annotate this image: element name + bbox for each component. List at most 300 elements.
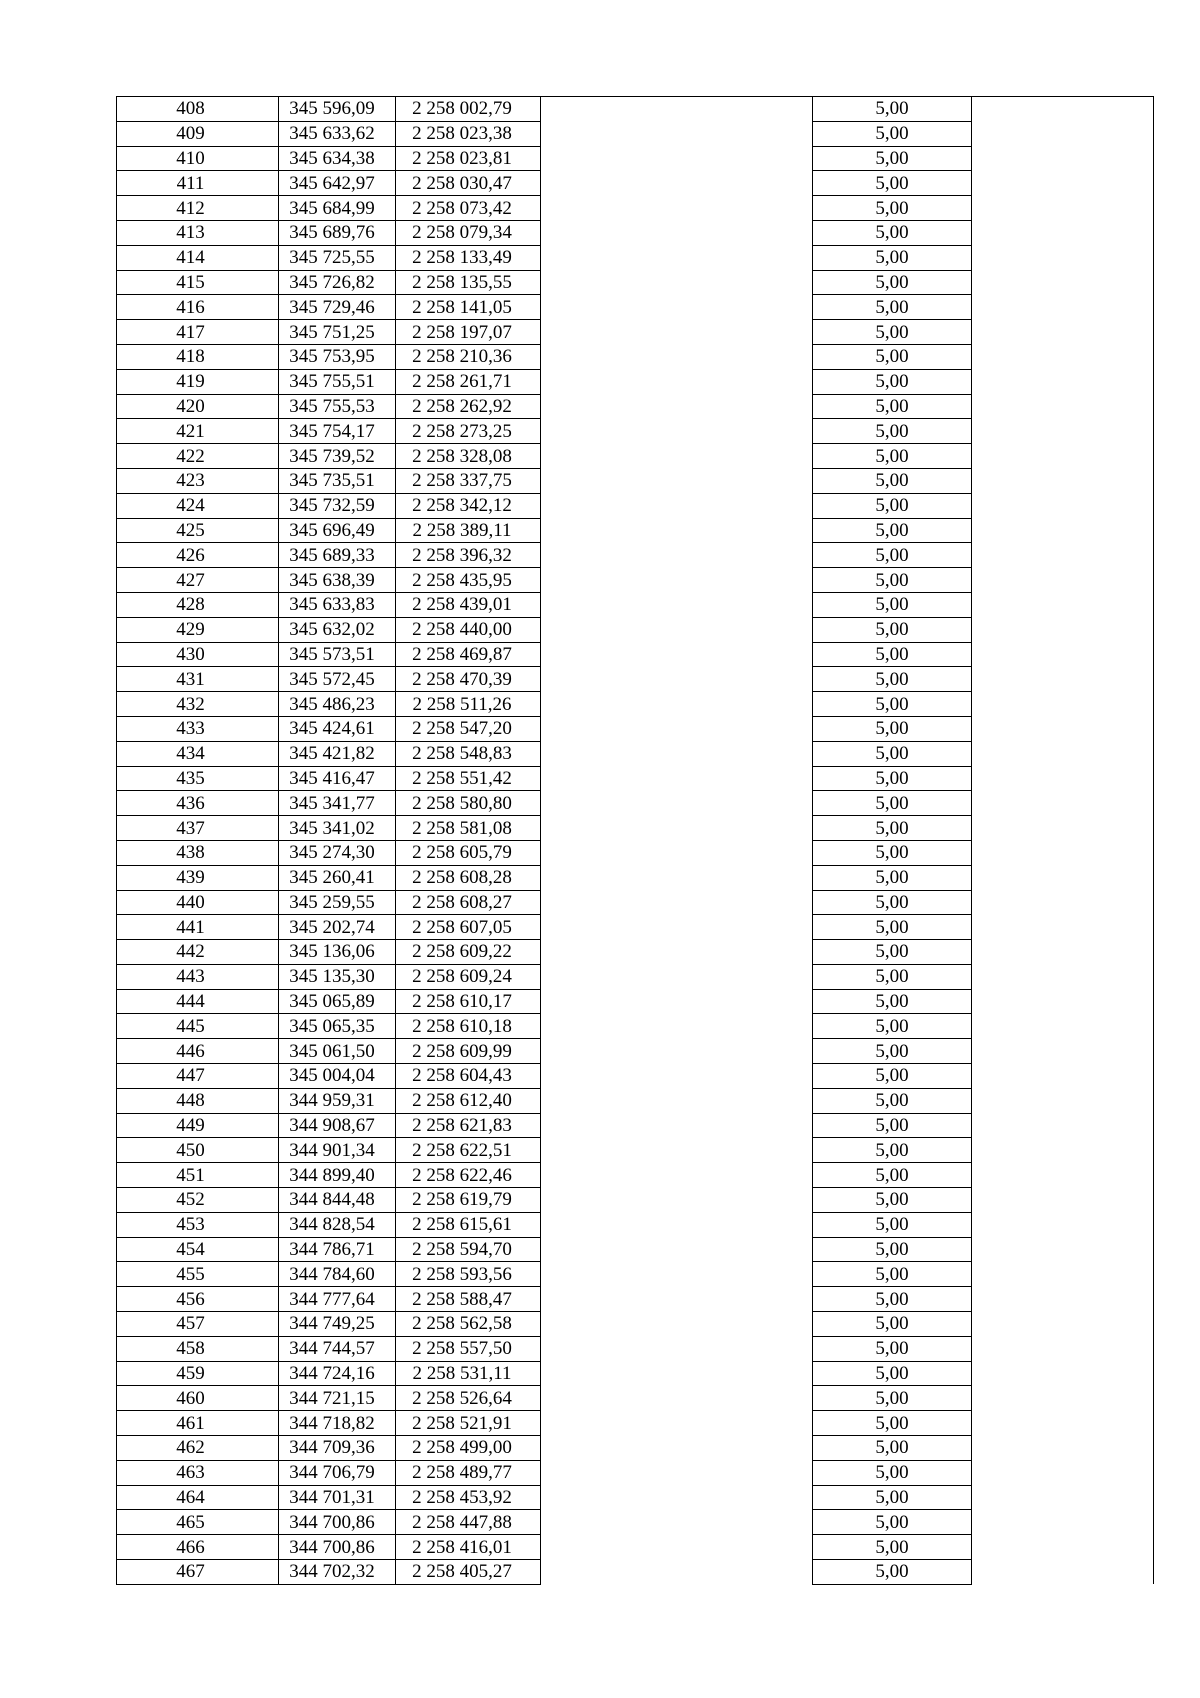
table-row (117, 196, 1154, 221)
empty-cell (972, 692, 1154, 717)
x-coordinate-cell: 345 596,09 (279, 97, 396, 122)
value-cell: 5,00 (813, 295, 972, 320)
y-coordinate-cell: 2 258 141,05 (396, 295, 541, 320)
point-number-cell: 408 (117, 97, 279, 122)
point-number-cell: 441 (117, 915, 279, 940)
point-number-cell: 433 (117, 716, 279, 741)
value-cell: 5,00 (813, 1436, 972, 1461)
empty-cell (972, 1039, 1154, 1064)
x-coordinate-cell: 345 725,55 (279, 245, 396, 270)
point-number-cell: 442 (117, 940, 279, 965)
empty-cell (541, 1312, 813, 1337)
point-number-cell: 425 (117, 518, 279, 543)
y-coordinate-cell: 2 258 531,11 (396, 1361, 541, 1386)
x-coordinate-cell: 345 642,97 (279, 171, 396, 196)
empty-cell (541, 592, 813, 617)
y-coordinate-cell: 2 258 337,75 (396, 468, 541, 493)
value-cell: 5,00 (813, 518, 972, 543)
y-coordinate-cell: 2 258 396,32 (396, 543, 541, 568)
empty-cell (972, 1560, 1154, 1585)
table-row (117, 964, 1154, 989)
table-row (117, 1411, 1154, 1436)
empty-cell (972, 171, 1154, 196)
x-coordinate-cell: 345 004,04 (279, 1064, 396, 1089)
y-coordinate-cell: 2 258 605,79 (396, 840, 541, 865)
value-cell: 5,00 (813, 1138, 972, 1163)
x-coordinate-cell: 344 700,86 (279, 1510, 396, 1535)
table-row (117, 1212, 1154, 1237)
empty-cell (972, 468, 1154, 493)
empty-cell (972, 964, 1154, 989)
x-coordinate-cell: 345 732,59 (279, 493, 396, 518)
value-cell: 5,00 (813, 97, 972, 122)
empty-cell (972, 1138, 1154, 1163)
point-number-cell: 414 (117, 245, 279, 270)
point-number-cell: 445 (117, 1014, 279, 1039)
point-number-cell: 461 (117, 1411, 279, 1436)
empty-cell (541, 1560, 813, 1585)
table-row (117, 220, 1154, 245)
table-row (117, 716, 1154, 741)
value-cell: 5,00 (813, 146, 972, 171)
table-row (117, 121, 1154, 146)
y-coordinate-cell: 2 258 562,58 (396, 1312, 541, 1337)
value-cell: 5,00 (813, 840, 972, 865)
x-coordinate-cell: 344 844,48 (279, 1188, 396, 1213)
y-coordinate-cell: 2 258 612,40 (396, 1088, 541, 1113)
point-number-cell: 438 (117, 840, 279, 865)
table-row (117, 146, 1154, 171)
x-coordinate-cell: 344 709,36 (279, 1436, 396, 1461)
y-coordinate-cell: 2 258 273,25 (396, 419, 541, 444)
x-coordinate-cell: 345 065,89 (279, 989, 396, 1014)
point-number-cell: 440 (117, 890, 279, 915)
empty-cell (972, 220, 1154, 245)
point-number-cell: 456 (117, 1287, 279, 1312)
table-row (117, 1510, 1154, 1535)
value-cell: 5,00 (813, 1510, 972, 1535)
x-coordinate-cell: 345 633,83 (279, 592, 396, 617)
point-number-cell: 421 (117, 419, 279, 444)
empty-cell (972, 97, 1154, 122)
x-coordinate-cell: 345 754,17 (279, 419, 396, 444)
value-cell: 5,00 (813, 320, 972, 345)
y-coordinate-cell: 2 258 608,27 (396, 890, 541, 915)
x-coordinate-cell: 344 899,40 (279, 1163, 396, 1188)
empty-cell (541, 692, 813, 717)
value-cell: 5,00 (813, 816, 972, 841)
empty-cell (541, 444, 813, 469)
y-coordinate-cell: 2 258 469,87 (396, 642, 541, 667)
table-row (117, 1312, 1154, 1337)
point-number-cell: 428 (117, 592, 279, 617)
point-number-cell: 422 (117, 444, 279, 469)
value-cell: 5,00 (813, 1064, 972, 1089)
y-coordinate-cell: 2 258 594,70 (396, 1237, 541, 1262)
table-row (117, 989, 1154, 1014)
empty-cell (972, 196, 1154, 221)
y-coordinate-cell: 2 258 548,83 (396, 741, 541, 766)
value-cell: 5,00 (813, 667, 972, 692)
empty-cell (541, 1138, 813, 1163)
y-coordinate-cell: 2 258 588,47 (396, 1287, 541, 1312)
empty-cell (541, 1237, 813, 1262)
point-number-cell: 418 (117, 344, 279, 369)
x-coordinate-cell: 345 755,53 (279, 394, 396, 419)
table-row (117, 816, 1154, 841)
point-number-cell: 426 (117, 543, 279, 568)
table-row (117, 592, 1154, 617)
empty-cell (972, 344, 1154, 369)
y-coordinate-cell: 2 258 133,49 (396, 245, 541, 270)
table-row (117, 1262, 1154, 1287)
y-coordinate-cell: 2 258 262,92 (396, 394, 541, 419)
x-coordinate-cell: 345 755,51 (279, 369, 396, 394)
empty-cell (972, 1287, 1154, 1312)
x-coordinate-cell: 345 572,45 (279, 667, 396, 692)
empty-cell (541, 1510, 813, 1535)
empty-cell (972, 816, 1154, 841)
empty-cell (972, 1163, 1154, 1188)
empty-cell (541, 220, 813, 245)
empty-cell (972, 146, 1154, 171)
point-number-cell: 416 (117, 295, 279, 320)
table-row (117, 320, 1154, 345)
value-cell: 5,00 (813, 1039, 972, 1064)
table-row (117, 1188, 1154, 1213)
empty-cell (972, 840, 1154, 865)
x-coordinate-cell: 345 633,62 (279, 121, 396, 146)
empty-cell (541, 1163, 813, 1188)
table-row (117, 493, 1154, 518)
point-number-cell: 420 (117, 394, 279, 419)
empty-cell (972, 568, 1154, 593)
y-coordinate-cell: 2 258 521,91 (396, 1411, 541, 1436)
table-row (117, 245, 1154, 270)
y-coordinate-cell: 2 258 608,28 (396, 865, 541, 890)
x-coordinate-cell: 345 753,95 (279, 344, 396, 369)
y-coordinate-cell: 2 258 607,05 (396, 915, 541, 940)
empty-cell (541, 1064, 813, 1089)
y-coordinate-cell: 2 258 073,42 (396, 196, 541, 221)
empty-cell (972, 320, 1154, 345)
value-cell: 5,00 (813, 1188, 972, 1213)
point-number-cell: 446 (117, 1039, 279, 1064)
empty-cell (541, 245, 813, 270)
value-cell: 5,00 (813, 369, 972, 394)
empty-cell (972, 989, 1154, 1014)
value-cell: 5,00 (813, 1485, 972, 1510)
empty-cell (541, 344, 813, 369)
y-coordinate-cell: 2 258 023,38 (396, 121, 541, 146)
empty-cell (972, 1510, 1154, 1535)
y-coordinate-cell: 2 258 580,80 (396, 791, 541, 816)
point-number-cell: 444 (117, 989, 279, 1014)
table-row (117, 97, 1154, 122)
empty-cell (972, 642, 1154, 667)
empty-cell (541, 1188, 813, 1213)
x-coordinate-cell: 345 729,46 (279, 295, 396, 320)
value-cell: 5,00 (813, 1237, 972, 1262)
y-coordinate-cell: 2 258 609,99 (396, 1039, 541, 1064)
empty-cell (972, 1535, 1154, 1560)
value-cell: 5,00 (813, 865, 972, 890)
empty-cell (541, 1411, 813, 1436)
empty-cell (541, 121, 813, 146)
y-coordinate-cell: 2 258 622,46 (396, 1163, 541, 1188)
value-cell: 5,00 (813, 444, 972, 469)
empty-cell (541, 1460, 813, 1485)
value-cell: 5,00 (813, 245, 972, 270)
y-coordinate-cell: 2 258 079,34 (396, 220, 541, 245)
table-row (117, 543, 1154, 568)
point-number-cell: 436 (117, 791, 279, 816)
point-number-cell: 431 (117, 667, 279, 692)
x-coordinate-cell: 345 202,74 (279, 915, 396, 940)
point-number-cell: 464 (117, 1485, 279, 1510)
value-cell: 5,00 (813, 1088, 972, 1113)
y-coordinate-cell: 2 258 499,00 (396, 1436, 541, 1461)
table-row (117, 1113, 1154, 1138)
empty-cell (972, 940, 1154, 965)
x-coordinate-cell: 344 908,67 (279, 1113, 396, 1138)
table-row (117, 1138, 1154, 1163)
table-row (117, 1064, 1154, 1089)
point-number-cell: 413 (117, 220, 279, 245)
empty-cell (972, 1386, 1154, 1411)
point-number-cell: 430 (117, 642, 279, 667)
point-number-cell: 412 (117, 196, 279, 221)
table-row (117, 692, 1154, 717)
empty-cell (972, 1113, 1154, 1138)
value-cell: 5,00 (813, 1411, 972, 1436)
empty-cell (541, 568, 813, 593)
point-number-cell: 455 (117, 1262, 279, 1287)
x-coordinate-cell: 344 724,16 (279, 1361, 396, 1386)
y-coordinate-cell: 2 258 328,08 (396, 444, 541, 469)
table-row (117, 1535, 1154, 1560)
table-row (117, 419, 1154, 444)
coordinates-table-body (117, 97, 1154, 1585)
empty-cell (972, 444, 1154, 469)
table-row (117, 1287, 1154, 1312)
table-row (117, 741, 1154, 766)
table-row (117, 1163, 1154, 1188)
y-coordinate-cell: 2 258 604,43 (396, 1064, 541, 1089)
empty-cell (541, 1535, 813, 1560)
value-cell: 5,00 (813, 617, 972, 642)
empty-cell (541, 1088, 813, 1113)
empty-cell (541, 642, 813, 667)
x-coordinate-cell: 345 751,25 (279, 320, 396, 345)
empty-cell (972, 766, 1154, 791)
x-coordinate-cell: 345 689,33 (279, 543, 396, 568)
empty-cell (972, 741, 1154, 766)
empty-cell (972, 1460, 1154, 1485)
empty-cell (541, 667, 813, 692)
empty-cell (972, 865, 1154, 890)
point-number-cell: 453 (117, 1212, 279, 1237)
table-row (117, 1014, 1154, 1039)
value-cell: 5,00 (813, 543, 972, 568)
point-number-cell: 466 (117, 1535, 279, 1560)
point-number-cell: 462 (117, 1436, 279, 1461)
empty-cell (972, 1212, 1154, 1237)
x-coordinate-cell: 344 784,60 (279, 1262, 396, 1287)
y-coordinate-cell: 2 258 581,08 (396, 816, 541, 841)
x-coordinate-cell: 345 632,02 (279, 617, 396, 642)
y-coordinate-cell: 2 258 342,12 (396, 493, 541, 518)
empty-cell (972, 419, 1154, 444)
x-coordinate-cell: 345 135,30 (279, 964, 396, 989)
x-coordinate-cell: 344 718,82 (279, 1411, 396, 1436)
empty-cell (972, 667, 1154, 692)
y-coordinate-cell: 2 258 593,56 (396, 1262, 541, 1287)
table-row (117, 1039, 1154, 1064)
point-number-cell: 460 (117, 1386, 279, 1411)
empty-cell (972, 295, 1154, 320)
empty-cell (541, 989, 813, 1014)
y-coordinate-cell: 2 258 261,71 (396, 369, 541, 394)
value-cell: 5,00 (813, 394, 972, 419)
table-row (117, 1336, 1154, 1361)
value-cell: 5,00 (813, 766, 972, 791)
empty-cell (541, 1212, 813, 1237)
x-coordinate-cell: 344 959,31 (279, 1088, 396, 1113)
empty-cell (541, 518, 813, 543)
table-row (117, 791, 1154, 816)
x-coordinate-cell: 344 749,25 (279, 1312, 396, 1337)
empty-cell (972, 369, 1154, 394)
y-coordinate-cell: 2 258 135,55 (396, 270, 541, 295)
empty-cell (541, 543, 813, 568)
value-cell: 5,00 (813, 1212, 972, 1237)
table-row (117, 369, 1154, 394)
point-number-cell: 439 (117, 865, 279, 890)
y-coordinate-cell: 2 258 405,27 (396, 1560, 541, 1585)
empty-cell (541, 964, 813, 989)
empty-cell (972, 518, 1154, 543)
y-coordinate-cell: 2 258 557,50 (396, 1336, 541, 1361)
y-coordinate-cell: 2 258 210,36 (396, 344, 541, 369)
empty-cell (972, 394, 1154, 419)
empty-cell (541, 840, 813, 865)
empty-cell (541, 320, 813, 345)
empty-cell (972, 1237, 1154, 1262)
point-number-cell: 432 (117, 692, 279, 717)
empty-cell (541, 1014, 813, 1039)
y-coordinate-cell: 2 258 197,07 (396, 320, 541, 345)
empty-cell (972, 1436, 1154, 1461)
x-coordinate-cell: 345 061,50 (279, 1039, 396, 1064)
y-coordinate-cell: 2 258 002,79 (396, 97, 541, 122)
value-cell: 5,00 (813, 940, 972, 965)
empty-cell (541, 146, 813, 171)
empty-cell (972, 1312, 1154, 1337)
empty-cell (541, 196, 813, 221)
x-coordinate-cell: 345 726,82 (279, 270, 396, 295)
point-number-cell: 459 (117, 1361, 279, 1386)
point-number-cell: 457 (117, 1312, 279, 1337)
empty-cell (972, 592, 1154, 617)
table-row (117, 642, 1154, 667)
table-row (117, 667, 1154, 692)
point-number-cell: 429 (117, 617, 279, 642)
value-cell: 5,00 (813, 915, 972, 940)
point-number-cell: 410 (117, 146, 279, 171)
x-coordinate-cell: 344 702,32 (279, 1560, 396, 1585)
point-number-cell: 452 (117, 1188, 279, 1213)
empty-cell (541, 791, 813, 816)
point-number-cell: 427 (117, 568, 279, 593)
point-number-cell: 417 (117, 320, 279, 345)
table-row (117, 344, 1154, 369)
y-coordinate-cell: 2 258 023,81 (396, 146, 541, 171)
value-cell: 5,00 (813, 1163, 972, 1188)
empty-cell (541, 97, 813, 122)
x-coordinate-cell: 345 424,61 (279, 716, 396, 741)
table-row (117, 468, 1154, 493)
table-row (117, 394, 1154, 419)
table-row (117, 915, 1154, 940)
y-coordinate-cell: 2 258 621,83 (396, 1113, 541, 1138)
y-coordinate-cell: 2 258 470,39 (396, 667, 541, 692)
x-coordinate-cell: 344 701,31 (279, 1485, 396, 1510)
empty-cell (541, 1386, 813, 1411)
empty-cell (541, 1436, 813, 1461)
x-coordinate-cell: 345 341,02 (279, 816, 396, 841)
empty-cell (541, 865, 813, 890)
x-coordinate-cell: 345 739,52 (279, 444, 396, 469)
empty-cell (541, 1287, 813, 1312)
empty-cell (541, 890, 813, 915)
empty-cell (541, 940, 813, 965)
y-coordinate-cell: 2 258 547,20 (396, 716, 541, 741)
x-coordinate-cell: 345 274,30 (279, 840, 396, 865)
value-cell: 5,00 (813, 692, 972, 717)
point-number-cell: 454 (117, 1237, 279, 1262)
y-coordinate-cell: 2 258 610,17 (396, 989, 541, 1014)
value-cell: 5,00 (813, 791, 972, 816)
empty-cell (541, 468, 813, 493)
value-cell: 5,00 (813, 1262, 972, 1287)
table-row (117, 1386, 1154, 1411)
value-cell: 5,00 (813, 1312, 972, 1337)
empty-cell (972, 915, 1154, 940)
value-cell: 5,00 (813, 121, 972, 146)
empty-cell (541, 493, 813, 518)
y-coordinate-cell: 2 258 489,77 (396, 1460, 541, 1485)
empty-cell (541, 1262, 813, 1287)
point-number-cell: 451 (117, 1163, 279, 1188)
x-coordinate-cell: 344 706,79 (279, 1460, 396, 1485)
empty-cell (972, 1411, 1154, 1436)
point-number-cell: 415 (117, 270, 279, 295)
table-row (117, 1436, 1154, 1461)
table-row (117, 890, 1154, 915)
x-coordinate-cell: 345 065,35 (279, 1014, 396, 1039)
empty-cell (541, 816, 813, 841)
empty-cell (541, 1485, 813, 1510)
point-number-cell: 437 (117, 816, 279, 841)
value-cell: 5,00 (813, 493, 972, 518)
point-number-cell: 434 (117, 741, 279, 766)
table-row (117, 940, 1154, 965)
empty-cell (541, 617, 813, 642)
value-cell: 5,00 (813, 1336, 972, 1361)
value-cell: 5,00 (813, 1014, 972, 1039)
empty-cell (972, 1485, 1154, 1510)
